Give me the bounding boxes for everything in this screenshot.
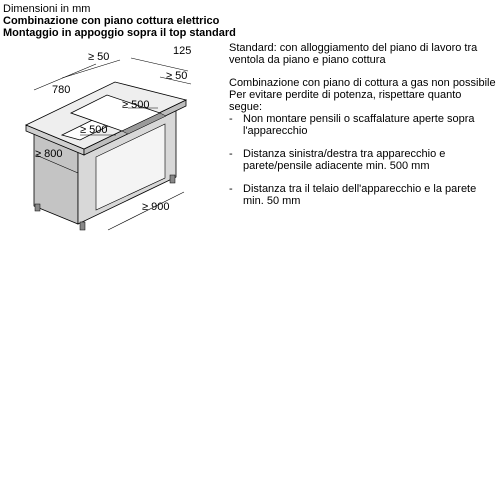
dim-top-left-gap: ≥ 50 [88, 51, 110, 63]
dim-cabinet-width: ≥ 800 [35, 148, 63, 160]
foot-right [170, 175, 175, 183]
installation-title: Montaggio in appoggio sopra il top standard [3, 27, 236, 39]
foot-left [35, 204, 40, 211]
gas-not-possible-note: Combinazione con piano di cottura a gas non possibile [229, 77, 496, 89]
dimensions-unit-label: Dimensioni in mm [3, 3, 91, 15]
dim-inner-depth: ≥ 500 [122, 99, 150, 111]
combination-title: Combinazione con piano cottura elettrico [3, 15, 220, 27]
dim-right-gap: ≥ 50 [166, 70, 188, 82]
list-dash: - [229, 148, 233, 160]
list-dash: - [229, 183, 233, 195]
power-loss-note: Per evitare perdite di potenza, rispettare quanto segue: [229, 89, 462, 113]
installation-notes [229, 42, 497, 207]
note-item-text: Non montare pensili o scaffalature aperte sopra l'apparecchio [243, 113, 475, 137]
note-item-text: Distanza sinistra/destra tra apparecchio e parete/pensile adiacente min. 500 mm [243, 148, 446, 172]
foot-front [80, 222, 85, 230]
installation-diagram [0, 38, 230, 238]
note-item-text: Distanza tra il telaio dell'apparecchio e la parete min. 50 mm [243, 183, 477, 207]
dim-width: 780 [52, 84, 71, 96]
note-item [229, 113, 497, 137]
dim-depth-top: 125 [173, 45, 192, 57]
note-item [229, 183, 497, 207]
dim-front-depth: ≥ 500 [80, 124, 108, 136]
list-dash: - [229, 113, 233, 125]
note-item [229, 148, 497, 172]
dim-cabinet-depth: ≥ 900 [142, 201, 170, 213]
standard-note: Standard: con alloggiamento del piano di lavoro tra ventola da piano e piano cottura [229, 42, 478, 66]
